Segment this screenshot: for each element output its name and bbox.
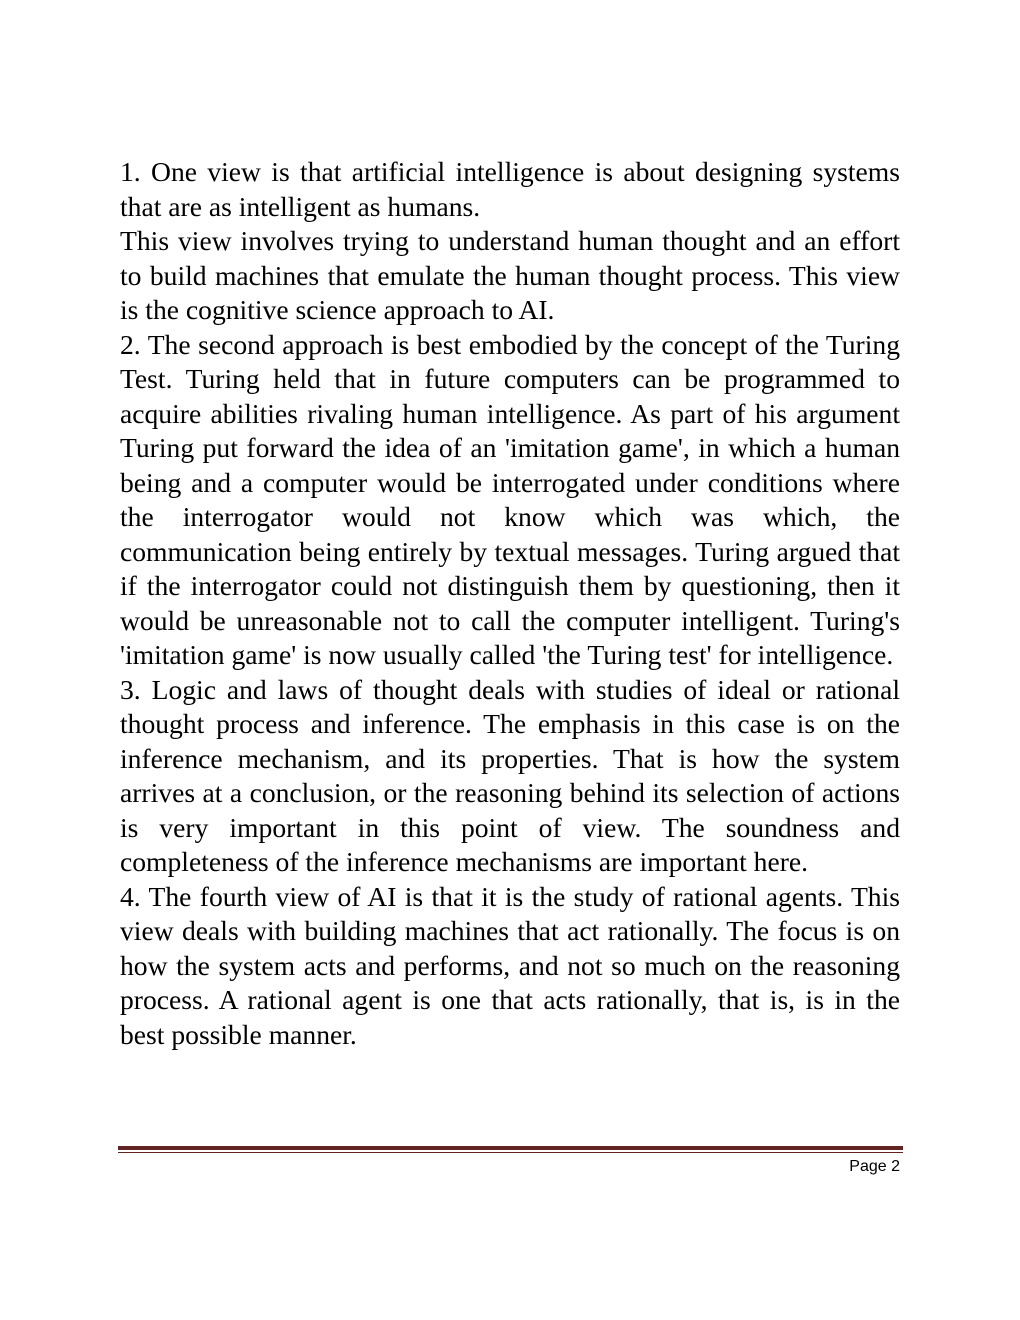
page-number: Page 2 <box>849 1158 900 1175</box>
footer-rule-thin-line <box>118 1152 903 1153</box>
paragraph-1: 1. One view is that artificial intelligence is about designing systems that are as intelligent as humans. <box>120 156 900 222</box>
paragraph-2: This view involves trying to understand human thought and an effort to build machines that emulate the human thought process. This view is the cognitive science approach to AI. <box>120 225 900 325</box>
paragraph-3: 2. The second approach is best embodied by the concept of the Turing Test. Turing held that in future computers can be programmed to acquire abilities rivaling human intelligence. As part of his argument Turing put forward the idea of an 'imitation game', in which a human being and a computer would be interrogated under conditions where the interrogator would not know which was which, the communication being entirely by textual messages. Turing argued that if the interrogator could not distinguish them by questioning, then it would be unreasonable not to call the computer intelligent. Turing's 'imitation game' is now usually called 'the Turing test' for intelligence. <box>120 328 900 670</box>
document-body <box>120 155 900 1052</box>
footer-rule <box>118 1145 903 1154</box>
paragraph-4: 3. Logic and laws of thought deals with studies of ideal or rational thought process and inference. The emphasis in this case is on the inference mechanism, and its properties. That is how the system arrives at a conclusion, or the reasoning behind its selection of actions is very important in this point of view. The soundness and completeness of the inference mechanisms are important here. <box>120 673 900 877</box>
paragraph-5: 4. The fourth view of AI is that it is the study of rational agents. This view deals with building machines that act rationally. The focus is on how the system acts and performs, and not so much on the reasoning process. A rational agent is one that acts rationally, that is, is in the best possible manner. <box>120 880 900 1050</box>
footer-rule-thick-line <box>118 1146 903 1150</box>
